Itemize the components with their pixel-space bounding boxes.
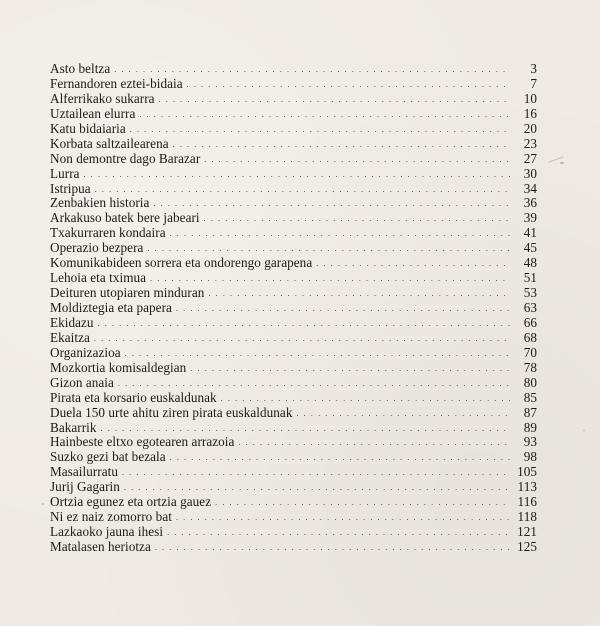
toc-entry (50, 331, 537, 346)
toc-entry-title: Fernandoren eztei-bidaia (50, 75, 183, 91)
toc-dot-leader (238, 436, 510, 451)
toc-entry-page-number: 93 (523, 434, 537, 450)
toc-dot-leader (296, 407, 510, 422)
toc-dot-leader (95, 183, 510, 198)
toc-entry (50, 465, 537, 480)
toc-dot-leader (204, 153, 510, 168)
toc-entry-title: Lazkaoko jauna ihesi (50, 524, 164, 540)
toc-dot-leader (170, 227, 510, 242)
toc-entry-page-number: 16 (523, 105, 537, 121)
toc-entry-page-number: 85 (523, 389, 537, 405)
toc-entry-title: Ekidazu (50, 314, 94, 330)
toc-entry-title: Jurij Gagarin (50, 479, 120, 495)
toc-entry-title: Asto beltza (50, 61, 111, 76)
toc-dot-leader (155, 541, 510, 556)
toc-entry-title: Matalasen heriotza (50, 539, 151, 554)
toc-entry-page-number: 45 (523, 240, 537, 256)
toc-entry-page-number: 98 (523, 449, 537, 465)
toc-entry (50, 152, 537, 167)
toc-entry-page-number: 89 (523, 419, 537, 435)
toc-entry (50, 286, 537, 301)
toc-entry (50, 226, 537, 241)
toc-entry-page-number: 80 (523, 374, 537, 390)
toc-entry-page-number: 125 (517, 539, 537, 554)
toc-entry-page-number: 39 (523, 210, 537, 226)
toc-entry-page-number: 7 (530, 75, 537, 91)
toc-entry-page-number: 70 (523, 344, 537, 360)
toc-dot-leader (147, 242, 510, 257)
toc-entry-title: Moldiztegia eta papera (50, 300, 172, 315)
toc-entry (50, 62, 537, 77)
toc-dot-leader (187, 78, 510, 93)
toc-dot-leader (118, 377, 510, 392)
toc-entry-page-number: 41 (523, 225, 537, 241)
toc-dot-leader (170, 451, 510, 466)
toc-entry-title: Korbata saltzailearena (50, 135, 169, 151)
toc-entry (50, 391, 537, 406)
toc-dot-leader (125, 347, 510, 362)
toc-dot-leader (176, 302, 510, 317)
toc-entry (50, 122, 537, 137)
toc-dot-leader (204, 212, 510, 227)
toc-dot-leader (130, 123, 510, 138)
toc-entry-title: Gizon anaia (50, 374, 114, 390)
toc-entry-title: Komunikabideen sorrera eta ondorengo garapena (50, 255, 313, 271)
toc-dot-leader (316, 257, 510, 272)
toc-entry (50, 450, 537, 465)
toc-dot-leader (215, 496, 510, 511)
paper-speck (583, 430, 585, 431)
toc-entry (50, 361, 537, 376)
toc-entry (50, 196, 537, 211)
toc-entry (50, 510, 537, 525)
toc-entry-page-number: 23 (523, 135, 537, 151)
toc-entry (50, 256, 537, 271)
toc-dot-leader (176, 511, 510, 526)
toc-entry-page-number: 51 (523, 270, 537, 286)
toc-entry-title: Hainbeste eltxo egotearen arrazoia (50, 434, 235, 450)
toc-entry-title: Organizazioa (50, 344, 121, 360)
toc-entry-page-number: 105 (517, 464, 537, 480)
toc-entry-page-number: 48 (523, 255, 537, 271)
toc-entry (50, 241, 537, 256)
toc-entry-title: Lehoia eta tximua (50, 270, 147, 286)
toc-entry-title: Ni ez naiz zomorro bat (50, 509, 172, 525)
toc-entry-page-number: 53 (523, 285, 537, 301)
toc-entry-page-number: 30 (523, 165, 537, 181)
toc-entry (50, 406, 537, 421)
toc-entry-page-number: 78 (523, 359, 537, 375)
toc-entry (50, 167, 537, 182)
toc-entry-title: Istripua (50, 180, 91, 196)
toc-entry-title: Masailurratu (50, 464, 118, 480)
toc-entry-title: Uztailean elurra (50, 105, 136, 121)
toc-entry-title: Suzko gezi bat bezala (50, 449, 166, 465)
toc-entry-title: Mozkortia komisaldegian (50, 359, 187, 375)
toc-dot-leader (114, 63, 510, 78)
toc-dot-leader (173, 138, 510, 153)
toc-entry-title: Deituren utopiaren minduran (50, 285, 205, 301)
toc-dot-leader (159, 93, 510, 108)
toc-entry-title: Duela 150 urte ahitu ziren pirata euskaldunak (50, 404, 293, 420)
toc-entry-title: Zenbakien historia (50, 195, 150, 211)
toc-dot-leader (190, 362, 510, 377)
toc-entry-page-number: 3 (530, 61, 537, 76)
toc-entry (50, 211, 537, 226)
toc-entry (50, 435, 537, 450)
toc-dot-leader (150, 272, 510, 287)
toc-entry-title: Lurra (50, 165, 80, 181)
toc-entry-title: Ortzia egunez eta ortzia gauez (50, 494, 212, 510)
toc-dot-leader (221, 392, 510, 407)
toc-entry (50, 271, 537, 286)
toc-entry-page-number: 63 (523, 300, 537, 315)
toc-entry-page-number: 34 (523, 180, 537, 196)
toc-entry-title: Arkakuso batek bere jabeari (50, 210, 200, 226)
toc-entry-page-number: 36 (523, 195, 537, 211)
toc-entry (50, 182, 537, 197)
toc-entry (50, 92, 537, 107)
toc-dot-leader (98, 317, 510, 332)
toc-entry (50, 301, 537, 316)
toc-entry (50, 421, 537, 436)
toc-entry (50, 495, 537, 510)
toc-entry (50, 540, 537, 555)
toc-entry (50, 107, 537, 122)
toc-dot-leader (139, 108, 510, 123)
toc-entry-title: Alferrikako sukarra (50, 90, 155, 106)
toc-entry (50, 525, 537, 540)
toc-entry-page-number: 66 (523, 314, 537, 330)
toc-entry-title: Txakurraren kondaira (50, 225, 166, 241)
toc-dot-leader (208, 287, 510, 302)
toc-entry (50, 376, 537, 391)
toc-entry (50, 137, 537, 152)
toc-entry-title: Pirata eta korsario euskaldunak (50, 389, 217, 405)
paper-speck (42, 503, 44, 505)
table-of-contents (50, 62, 537, 555)
toc-dot-leader (122, 466, 510, 481)
paper-speck (560, 162, 564, 164)
toc-entry-title: Operazio bezpera (50, 240, 144, 256)
toc-entry-page-number: 20 (523, 120, 537, 136)
toc-entry-page-number: 121 (517, 524, 537, 540)
toc-entry-title: Ekaitza (50, 329, 90, 345)
toc-entry-page-number: 10 (523, 90, 537, 106)
toc-entry-page-number: 27 (523, 150, 537, 166)
toc-dot-leader (84, 168, 510, 183)
toc-dot-leader (167, 526, 510, 541)
toc-entry (50, 77, 537, 92)
toc-entry-page-number: 118 (517, 509, 537, 525)
toc-dot-leader (101, 422, 510, 437)
toc-entry-title: Bakarrik (50, 419, 97, 435)
toc-entry-page-number: 113 (517, 479, 537, 495)
toc-dot-leader (94, 332, 510, 347)
toc-entry-title: Non demontre dago Barazar (50, 150, 201, 166)
toc-entry-title: Katu bidaiaria (50, 120, 126, 136)
toc-entry-page-number: 116 (517, 494, 537, 510)
toc-dot-leader (124, 481, 510, 496)
toc-entry (50, 316, 537, 331)
toc-dot-leader (153, 197, 510, 212)
toc-entry-page-number: 68 (523, 329, 537, 345)
toc-entry (50, 346, 537, 361)
toc-entry-page-number: 87 (523, 404, 537, 420)
toc-entry (50, 480, 537, 495)
